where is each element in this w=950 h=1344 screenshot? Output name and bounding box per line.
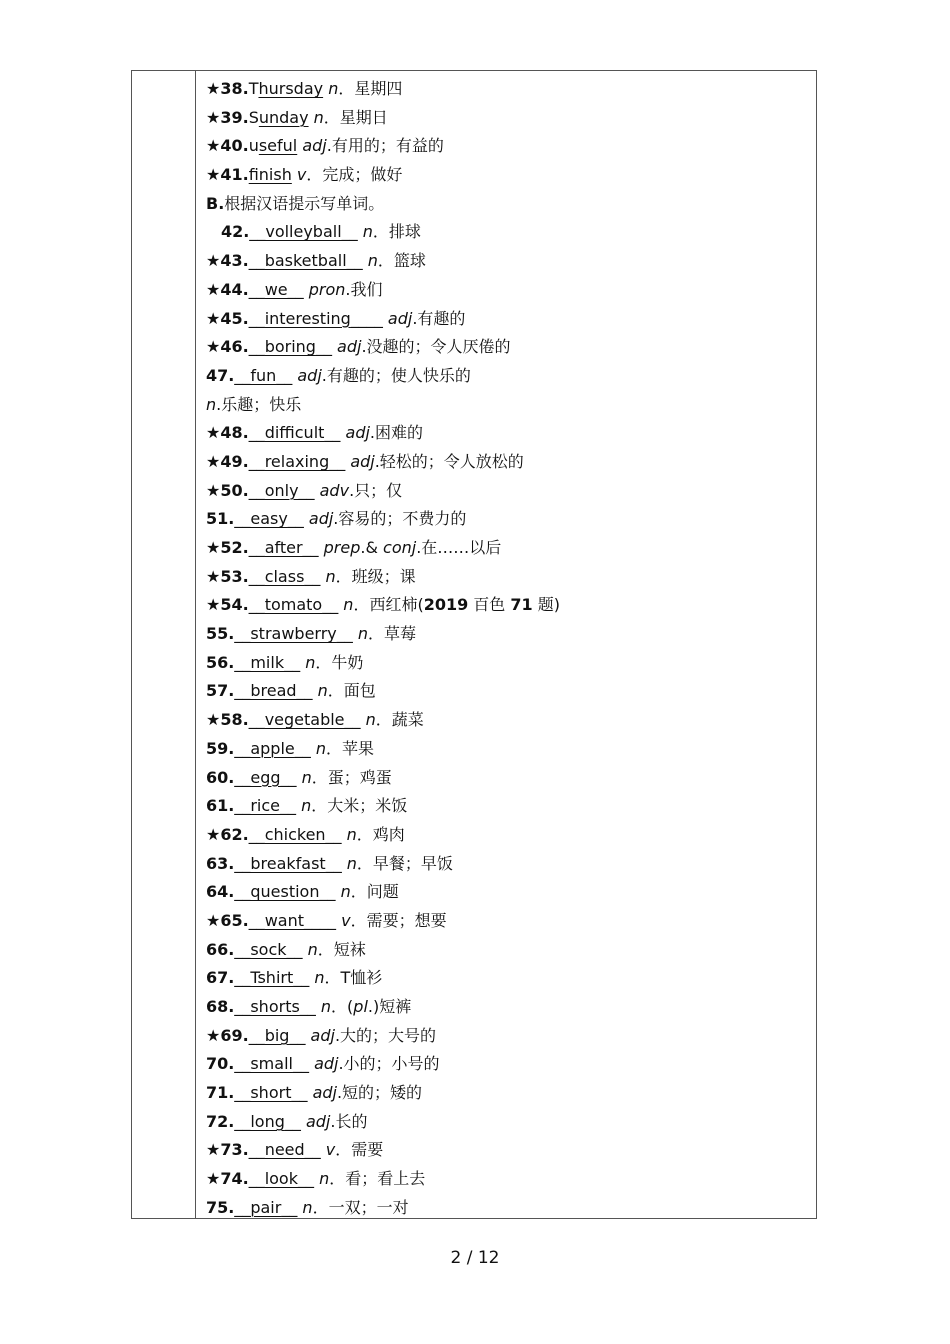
vocab-entry bbox=[206, 1022, 808, 1051]
entry-number: 50. bbox=[220, 480, 249, 500]
part-of-speech: adj bbox=[314, 1054, 339, 1074]
answer-word: we bbox=[264, 279, 288, 299]
part-of-speech: n bbox=[320, 997, 332, 1016]
answer-word: bread bbox=[250, 681, 297, 701]
answer-blank-trail: __ bbox=[344, 710, 361, 730]
part-of-speech: v bbox=[341, 910, 351, 930]
vocab-entry bbox=[206, 161, 808, 190]
answer-blank-trail: __ bbox=[276, 365, 293, 385]
answer-blank-lead: __ bbox=[234, 652, 251, 672]
vocab-entry bbox=[206, 821, 808, 850]
answer-blank-lead: __ bbox=[248, 1025, 265, 1045]
answer-blank-lead: __ bbox=[248, 308, 265, 328]
answer-word: small bbox=[250, 1054, 293, 1074]
vocabulary-table bbox=[131, 70, 817, 1219]
entry-number: 70. bbox=[206, 1054, 235, 1074]
part-of-speech: n bbox=[313, 107, 324, 127]
answer-blank-trail: __ bbox=[297, 1169, 314, 1189]
vocab-entry bbox=[206, 1165, 808, 1194]
answer-blank-lead: __ bbox=[234, 939, 251, 959]
star-mark: ★ bbox=[206, 423, 221, 443]
chinese-meaning: ．大米；米饭 bbox=[311, 796, 408, 816]
answer-blank-lead: __ bbox=[248, 451, 265, 471]
part-of-speech: n bbox=[362, 222, 373, 242]
answer-blank-trail: __ bbox=[280, 796, 297, 816]
answer-word: question bbox=[250, 882, 320, 902]
vocab-entry bbox=[206, 391, 808, 420]
star-mark: ★ bbox=[206, 566, 221, 586]
answer-word: volleyball bbox=[265, 222, 342, 242]
section-instruction: 根据汉语提示写单词。 bbox=[224, 193, 385, 213]
answer-blank-lead: __ bbox=[248, 480, 265, 500]
chinese-meaning: ．问题 bbox=[350, 882, 399, 902]
star-mark: ★ bbox=[206, 308, 221, 328]
part-of-speech-2: conj bbox=[383, 538, 417, 557]
answer-blank-trail: __ bbox=[286, 939, 303, 959]
star-mark: ★ bbox=[206, 824, 221, 844]
page-number: 2 / 12 bbox=[450, 1248, 500, 1268]
star-mark: ★ bbox=[206, 165, 221, 185]
answer-blank-trail: __ bbox=[287, 279, 304, 299]
answer-blank-trail: __ bbox=[281, 1197, 298, 1217]
vocab-entry bbox=[206, 1050, 808, 1079]
answer-word: apple bbox=[250, 738, 295, 758]
entry-number: 56. bbox=[206, 652, 235, 672]
source-end: 题) bbox=[532, 595, 561, 615]
part-of-speech: n bbox=[206, 394, 217, 414]
part-of-speech: prep bbox=[323, 538, 361, 557]
answer-word: chicken bbox=[264, 824, 326, 844]
answer-blank-lead: __ bbox=[234, 853, 251, 873]
star-mark: ★ bbox=[206, 451, 221, 471]
chinese-meaning: ．( bbox=[331, 997, 354, 1016]
vocab-entry bbox=[206, 1108, 808, 1137]
answer-blank-trail: __ bbox=[329, 451, 346, 471]
vocab-entry bbox=[206, 477, 808, 506]
entry-number: 44. bbox=[220, 279, 249, 299]
entry-number: 68. bbox=[206, 997, 235, 1016]
entry-number: 67. bbox=[206, 968, 235, 988]
entry-number: 57. bbox=[206, 681, 235, 701]
chinese-meaning: ．需要；想要 bbox=[350, 910, 447, 930]
part-of-speech: n bbox=[305, 652, 316, 672]
chinese-meaning: .只；仅 bbox=[349, 480, 403, 500]
answer-blank-lead: __ bbox=[234, 509, 251, 529]
chinese-meaning: .乐趣；快乐 bbox=[216, 394, 302, 414]
section-heading bbox=[206, 190, 808, 219]
entry-number: 48. bbox=[220, 423, 249, 443]
star-mark: ★ bbox=[206, 538, 221, 557]
chinese-meaning: ．面包 bbox=[327, 681, 376, 701]
chinese-meaning: .小的；小号的 bbox=[338, 1054, 440, 1074]
vocab-entry bbox=[206, 649, 808, 678]
part-of-speech: n bbox=[367, 251, 378, 271]
part-of-speech: n bbox=[346, 853, 357, 873]
chinese-meaning: .容易的；不费力的 bbox=[333, 509, 467, 529]
vocab-entry bbox=[206, 850, 808, 879]
part-of-speech: n bbox=[319, 1169, 330, 1189]
answer-blank-lead: __ bbox=[234, 365, 251, 385]
chinese-meaning: .长的 bbox=[330, 1111, 368, 1131]
answer-blank-lead: __ bbox=[248, 824, 265, 844]
vocab-entry bbox=[206, 964, 808, 993]
vocab-entry bbox=[206, 362, 808, 391]
entry-number: 46. bbox=[220, 337, 249, 357]
vocab-entry bbox=[206, 333, 808, 362]
chinese-meaning: ．草莓 bbox=[368, 624, 417, 644]
answer-word: finish bbox=[248, 165, 292, 185]
entry-number: 71. bbox=[206, 1083, 235, 1103]
answer-blank-lead: __ bbox=[248, 910, 265, 930]
chinese-meaning: .有趣的 bbox=[412, 308, 466, 328]
chinese-meaning: .有用的；有益的 bbox=[326, 136, 444, 156]
entry-number: 54. bbox=[220, 595, 249, 615]
answer-blank-trail: __ bbox=[319, 882, 336, 902]
answer-word: hursday bbox=[258, 79, 324, 98]
vocab-entry bbox=[206, 993, 808, 1022]
star-mark: ★ bbox=[206, 337, 221, 357]
vocab-entry bbox=[206, 104, 808, 133]
vocab-entry bbox=[206, 534, 808, 563]
star-mark: ★ bbox=[206, 1169, 221, 1189]
chinese-meaning: ．T恤衫 bbox=[324, 968, 383, 988]
star-mark: ★ bbox=[206, 595, 221, 615]
star-mark: ★ bbox=[206, 251, 221, 271]
answer-blank-lead: __ bbox=[234, 882, 251, 902]
answer-blank-trail: __ bbox=[298, 480, 315, 500]
source-question: 71 bbox=[510, 595, 533, 615]
chinese-meaning: .大的；大号的 bbox=[334, 1025, 437, 1045]
word-given-letter: S bbox=[248, 107, 259, 127]
entry-number: 62. bbox=[220, 824, 249, 844]
answer-word: sock bbox=[250, 939, 287, 959]
entry-number: 39. bbox=[220, 107, 249, 127]
chinese-meaning: ．短袜 bbox=[317, 939, 366, 959]
answer-word: easy bbox=[250, 509, 288, 529]
chinese-meaning-2: .)短裤 bbox=[367, 997, 412, 1016]
entry-number: 74. bbox=[220, 1169, 249, 1189]
answer-word: unday bbox=[258, 107, 309, 127]
part-of-speech: pron bbox=[308, 279, 346, 299]
answer-word: seful bbox=[258, 136, 298, 156]
answer-blank-lead: __ bbox=[248, 337, 265, 357]
part-of-speech: n bbox=[328, 79, 339, 98]
part-of-speech-2: pl bbox=[353, 997, 368, 1016]
answer-blank-trail: __ bbox=[341, 222, 358, 242]
part-of-speech: n bbox=[343, 595, 354, 615]
star-mark: ★ bbox=[206, 136, 221, 156]
part-of-speech: adj bbox=[312, 1083, 337, 1103]
answer-blank-lead: __ bbox=[234, 1197, 251, 1217]
answer-word: boring bbox=[264, 337, 316, 357]
answer-blank-trail: __ bbox=[304, 1140, 321, 1160]
chinese-meaning: ．完成；做好 bbox=[306, 165, 403, 185]
entry-number: 41. bbox=[220, 165, 249, 185]
answer-blank-lead: __ bbox=[248, 1169, 265, 1189]
vocab-entry bbox=[206, 620, 808, 649]
chinese-meaning: .短的；矮的 bbox=[336, 1083, 423, 1103]
answer-word: breakfast bbox=[250, 853, 326, 873]
answer-blank-lead: __ bbox=[234, 997, 251, 1016]
word-given-letter: u bbox=[248, 136, 259, 156]
vocab-entry bbox=[206, 448, 808, 477]
vocab-entry bbox=[206, 764, 808, 793]
part-of-speech: n bbox=[317, 681, 328, 701]
chinese-meaning: ．蛋；鸡蛋 bbox=[311, 767, 392, 787]
entry-number: 51. bbox=[206, 509, 235, 529]
star-mark: ★ bbox=[206, 1140, 221, 1160]
vocab-entry bbox=[206, 706, 808, 735]
answer-blank-lead: __ bbox=[234, 968, 251, 988]
part-of-speech: adj bbox=[297, 365, 322, 385]
entry-number: 63. bbox=[206, 853, 235, 873]
entry-number: 59. bbox=[206, 738, 235, 758]
entry-number: 72. bbox=[206, 1111, 235, 1131]
answer-blank-trail: __ bbox=[324, 423, 341, 443]
chinese-meaning: ．班级；课 bbox=[335, 566, 416, 586]
answer-word: relaxing bbox=[264, 451, 330, 471]
entry-number: 38. bbox=[220, 79, 249, 98]
answer-blank-trail: __ bbox=[336, 624, 353, 644]
entry-number: 47. bbox=[206, 365, 235, 385]
entry-number: 64. bbox=[206, 882, 235, 902]
chinese-meaning: .轻松的；令人放松的 bbox=[374, 451, 524, 471]
answer-blank-trail: __ bbox=[315, 337, 332, 357]
vocab-entry bbox=[206, 735, 808, 764]
answer-blank-lead: __ bbox=[248, 251, 265, 271]
vocab-entry bbox=[206, 677, 808, 706]
answer-word: look bbox=[264, 1169, 298, 1189]
answer-blank-lead: __ bbox=[234, 1111, 251, 1131]
part-of-speech: n bbox=[340, 882, 351, 902]
answer-blank-lead: __ bbox=[248, 423, 265, 443]
star-mark: ★ bbox=[206, 1025, 221, 1045]
vocab-entry bbox=[206, 936, 808, 965]
answer-blank-lead: __ bbox=[234, 1083, 251, 1103]
part-of-speech: adj bbox=[302, 136, 327, 156]
part-of-speech: v bbox=[296, 165, 307, 185]
answer-blank-trail: __ bbox=[292, 1054, 309, 1074]
entry-number: 75. bbox=[206, 1197, 235, 1217]
answer-word: pair bbox=[250, 1197, 282, 1217]
chinese-meaning: ．早餐；早饭 bbox=[356, 853, 453, 873]
chinese-meaning: ．牛奶 bbox=[315, 652, 364, 672]
entry-number: 45. bbox=[220, 308, 249, 328]
chinese-meaning: ．需要 bbox=[335, 1140, 384, 1160]
part-of-speech: adv bbox=[319, 480, 350, 500]
answer-blank-trail: __ bbox=[325, 824, 342, 844]
column-divider bbox=[195, 71, 196, 1218]
answer-blank-lead: __ bbox=[234, 681, 251, 701]
star-mark: ★ bbox=[206, 279, 221, 299]
answer-blank-lead: __ bbox=[248, 1140, 265, 1160]
chinese-meaning: ．星期四 bbox=[338, 79, 403, 98]
chinese-meaning: ．篮球 bbox=[377, 251, 426, 271]
vocab-entry bbox=[206, 75, 808, 104]
part-of-speech: adj bbox=[308, 509, 334, 529]
part-of-speech: n bbox=[325, 566, 336, 586]
answer-blank-trail: __ bbox=[287, 509, 304, 529]
vocab-entry bbox=[206, 878, 808, 907]
chinese-meaning: .我们 bbox=[345, 279, 383, 299]
answer-blank-lead: __ bbox=[248, 279, 265, 299]
answer-blank-trail: ____ bbox=[304, 910, 336, 930]
entry-number: 52. bbox=[220, 538, 249, 557]
entry-number: 55. bbox=[206, 624, 235, 644]
vocab-entry bbox=[206, 505, 808, 534]
answer-blank-trail: __ bbox=[304, 566, 321, 586]
answer-word: need bbox=[264, 1140, 305, 1160]
answer-blank-trail: __ bbox=[302, 538, 319, 557]
answer-word: class bbox=[264, 566, 305, 586]
entry-number: 73. bbox=[220, 1140, 249, 1160]
answer-blank-trail: __ bbox=[294, 738, 311, 758]
vocab-entry bbox=[206, 1136, 808, 1165]
chinese-meaning: ．星期日 bbox=[323, 107, 388, 127]
answer-blank-trail: __ bbox=[325, 853, 342, 873]
star-mark: ★ bbox=[206, 107, 221, 127]
vocab-entry bbox=[206, 276, 808, 305]
answer-word: strawberry bbox=[250, 624, 337, 644]
part-of-speech: n bbox=[314, 968, 325, 988]
part-of-speech: n bbox=[315, 738, 326, 758]
section-label: B. bbox=[206, 193, 225, 213]
answer-word: vegetable bbox=[264, 710, 345, 730]
answer-blank-trail: __ bbox=[289, 1025, 306, 1045]
vocab-entry bbox=[206, 1079, 808, 1108]
chinese-meaning-2: .在……以后 bbox=[416, 538, 502, 557]
star-mark: ★ bbox=[206, 79, 221, 98]
chinese-meaning: ．一双；一对 bbox=[312, 1197, 409, 1217]
part-of-speech: adj bbox=[387, 308, 413, 328]
chinese-meaning: ．西红柿( bbox=[353, 595, 424, 615]
answer-blank-lead: __ bbox=[248, 566, 265, 586]
answer-blank-lead: __ bbox=[248, 595, 265, 615]
vocab-entry bbox=[206, 247, 808, 276]
entry-number: 60. bbox=[206, 767, 235, 787]
answer-blank-trail: __ bbox=[293, 968, 310, 988]
part-of-speech: n bbox=[301, 767, 312, 787]
vocabulary-list bbox=[206, 75, 808, 1223]
entry-number: 40. bbox=[220, 136, 249, 156]
answer-word: after bbox=[264, 538, 303, 557]
answer-blank-lead: __ bbox=[248, 538, 265, 557]
part-of-speech: adj bbox=[350, 451, 375, 471]
answer-blank-lead: __ bbox=[249, 222, 266, 242]
answer-word: milk bbox=[250, 652, 285, 672]
answer-blank-lead: __ bbox=[234, 738, 251, 758]
answer-blank-lead: __ bbox=[248, 710, 265, 730]
part-of-speech: adj bbox=[345, 423, 370, 443]
vocab-entry bbox=[206, 1194, 808, 1223]
chinese-meaning: .困难的 bbox=[369, 423, 424, 443]
answer-blank-lead: __ bbox=[234, 624, 251, 644]
answer-word: only bbox=[264, 480, 299, 500]
answer-word: short bbox=[250, 1083, 292, 1103]
answer-word: long bbox=[250, 1111, 285, 1131]
answer-blank-lead: __ bbox=[234, 1054, 251, 1074]
answer-blank-trail: __ bbox=[299, 997, 316, 1016]
answer-blank-trail: __ bbox=[346, 251, 363, 271]
answer-word: big bbox=[264, 1025, 290, 1045]
answer-blank-trail: ____ bbox=[350, 308, 383, 328]
chinese-meaning: ．苹果 bbox=[325, 738, 374, 758]
part-of-speech: n bbox=[302, 1197, 313, 1217]
star-mark: ★ bbox=[206, 710, 221, 730]
answer-word: tomato bbox=[264, 595, 323, 615]
entry-number: 43. bbox=[220, 251, 249, 271]
star-mark: ★ bbox=[206, 480, 221, 500]
vocab-entry bbox=[206, 591, 808, 620]
entry-number: 61. bbox=[206, 796, 235, 816]
entry-number: 69. bbox=[220, 1025, 249, 1045]
part-of-speech: n bbox=[301, 796, 312, 816]
answer-word: interesting bbox=[264, 308, 351, 328]
part-of-speech: adj bbox=[337, 337, 362, 357]
entry-number: 53. bbox=[220, 566, 249, 586]
part-of-speech: n bbox=[365, 710, 376, 730]
vocab-entry bbox=[206, 218, 808, 247]
vocab-entry bbox=[206, 792, 808, 821]
entry-number: 58. bbox=[220, 710, 249, 730]
chinese-meaning: ．蔬菜 bbox=[375, 710, 424, 730]
word-given-letter: T bbox=[248, 79, 259, 98]
entry-number: 66. bbox=[206, 939, 235, 959]
part-of-speech: adj bbox=[310, 1025, 335, 1045]
vocab-entry bbox=[206, 305, 808, 334]
answer-blank-lead: __ bbox=[234, 767, 251, 787]
vocab-entry bbox=[206, 563, 808, 592]
entry-number: 65. bbox=[220, 910, 249, 930]
entry-number: 42. bbox=[221, 222, 250, 242]
answer-word: rice bbox=[250, 796, 281, 816]
answer-word: basketball bbox=[264, 251, 347, 271]
answer-word: fun bbox=[250, 365, 277, 385]
answer-word: shorts bbox=[250, 997, 300, 1016]
answer-word: Tshirt bbox=[250, 968, 294, 988]
star-mark: ★ bbox=[206, 910, 221, 930]
answer-blank-trail: __ bbox=[284, 1111, 301, 1131]
answer-word: egg bbox=[250, 767, 281, 787]
chinese-meaning: ．鸡肉 bbox=[356, 824, 405, 844]
vocab-entry bbox=[206, 907, 808, 936]
part-of-speech: v bbox=[325, 1140, 336, 1160]
vocab-entry bbox=[206, 419, 808, 448]
entry-number: 49. bbox=[220, 451, 249, 471]
answer-blank-trail: __ bbox=[284, 652, 301, 672]
part-of-speech: adj bbox=[305, 1111, 331, 1131]
vocab-entry bbox=[206, 132, 808, 161]
part-of-speech: n bbox=[357, 624, 368, 644]
part-of-speech: n bbox=[346, 824, 357, 844]
answer-word: difficult bbox=[264, 423, 325, 443]
chinese-meaning: .没趣的；令人厌倦的 bbox=[361, 337, 511, 357]
answer-blank-trail: __ bbox=[296, 681, 313, 701]
chinese-meaning: .有趣的；使人快乐的 bbox=[321, 365, 471, 385]
source-place: 百色 bbox=[468, 595, 511, 615]
chinese-meaning: .& bbox=[360, 538, 384, 557]
chinese-meaning: ．排球 bbox=[372, 222, 421, 242]
part-of-speech: n bbox=[307, 939, 318, 959]
chinese-meaning: ．看；看上去 bbox=[329, 1169, 426, 1189]
answer-blank-lead: __ bbox=[234, 796, 251, 816]
answer-word: want bbox=[264, 910, 304, 930]
source-year: 2019 bbox=[423, 595, 469, 615]
answer-blank-trail: __ bbox=[291, 1083, 308, 1103]
answer-blank-trail: __ bbox=[322, 595, 339, 615]
answer-blank-trail: __ bbox=[280, 767, 297, 787]
